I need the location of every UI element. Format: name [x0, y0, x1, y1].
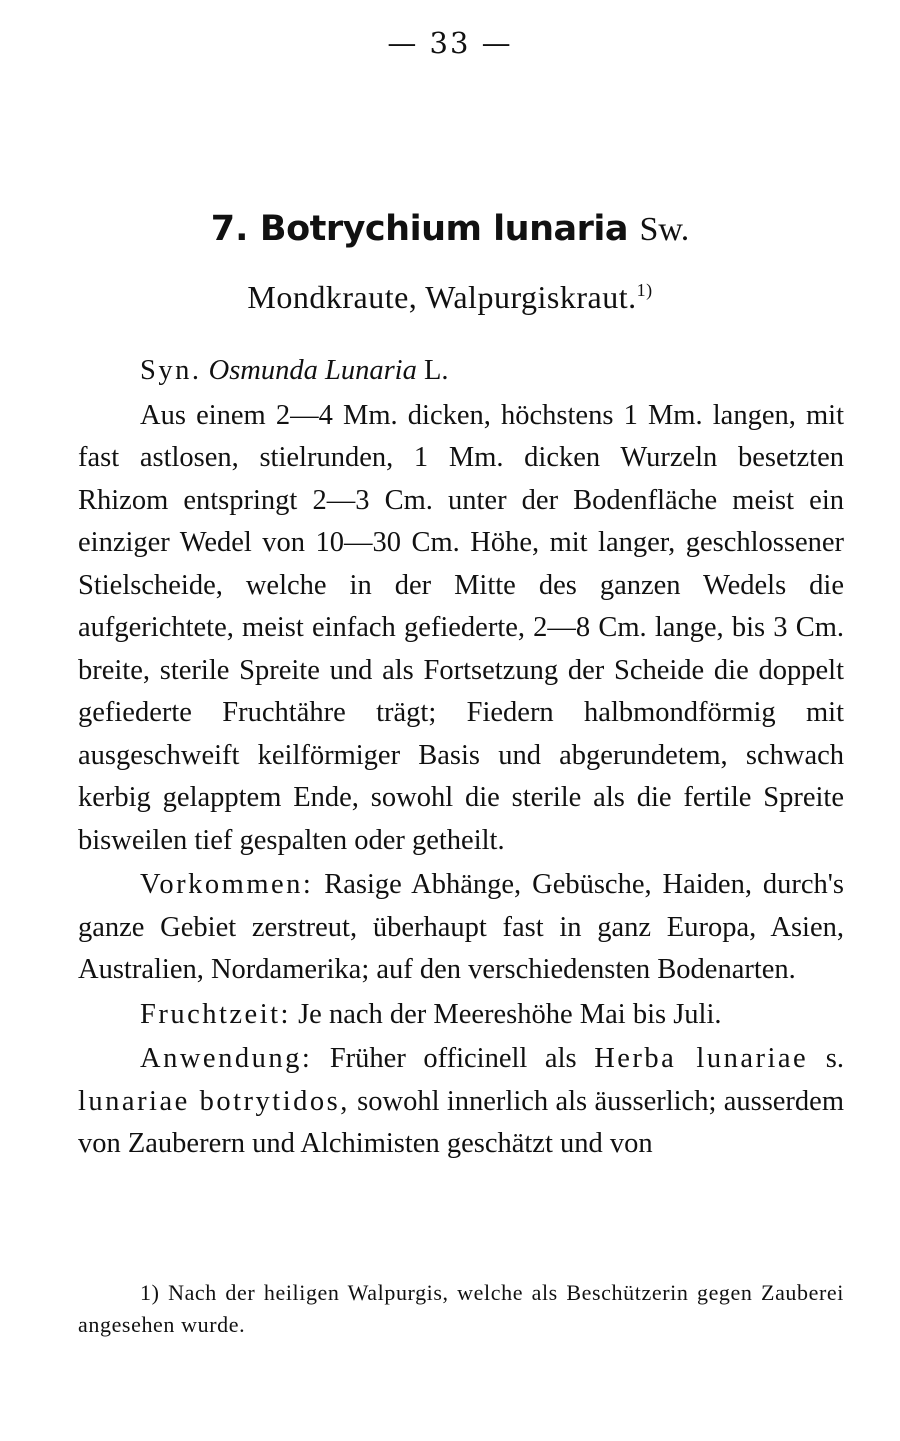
synonym-author: L. — [423, 355, 449, 386]
occurrence-label: Vorkommen: — [140, 869, 314, 900]
occurrence-text: Rasige Abhänge, Gebüsche, Haiden, durch's ganze Gebiet zerstreut, überhaupt fast in ganz Europa, Asien, Australien, Nordamerika; auf den verschiedensten Bodenarten. — [78, 869, 845, 985]
footnote-reference: 1) — [636, 280, 653, 300]
footnote-text: Nach der heiligen Walpurgis, welche als Beschützerin gegen Zauberei angesehen wurde. — [78, 1280, 844, 1337]
species-author: Sw. — [639, 211, 690, 248]
footnote-marker: 1) — [140, 1280, 160, 1305]
fruiting-paragraph — [78, 994, 844, 1037]
footnote-paragraph — [78, 1277, 844, 1341]
usage-drug-name-1: Herba lunariae — [594, 1043, 809, 1074]
page-number: — 33 — — [387, 26, 513, 60]
section-heading — [0, 208, 900, 249]
synonym-label: Syn. — [140, 355, 202, 386]
occurrence-paragraph — [78, 864, 844, 992]
usage-text-after: sowohl innerlich als äusserlich; ausserdem von Zauberern und Alchimisten geschätzt und von — [78, 1085, 844, 1159]
body-text — [78, 350, 844, 1166]
section-number: 7. — [210, 209, 249, 249]
usage-label: Anwendung: — [140, 1043, 313, 1074]
footnote — [78, 1277, 844, 1341]
usage-text-middle: s. — [825, 1043, 844, 1074]
fruiting-label: Fruchtzeit: — [140, 998, 291, 1030]
synonym-name: Osmunda Lunaria — [208, 355, 417, 386]
usage-drug-name-2: lunariae botrytidos, — [78, 1085, 350, 1117]
common-names — [0, 279, 900, 316]
common-names-text: Mondkraute, Walpurgiskraut. — [247, 279, 637, 315]
species-name: Botrychium lunaria — [259, 209, 628, 249]
synonym-paragraph — [78, 350, 844, 393]
fruiting-text: Je nach der Meereshöhe Mai bis Juli. — [298, 998, 722, 1030]
usage-text-before: Früher officinell als — [329, 1043, 577, 1074]
usage-paragraph — [78, 1038, 844, 1166]
description-paragraph: Aus einem 2—4 Mm. dicken, höchstens 1 Mm. langen, mit fast astlosen, stielrunden, 1 Mm. dicken Wurzeln besetzten Rhizom entspringt 2—3 Cm. unter der Bodenfläche meist ein einziger Wedel von 10—30 Cm. Höhe, mit langer, geschlossener Stielscheide, welche in der Mitte des ganzen Wedels die aufgerichtete, meist einfach gefiederte, 2—8 Cm. lange, bis 3 Cm. breite, sterile Spreite und als Fortsetzung der Scheide die doppelt gefiederte Fruchtähre trägt; Fiedern halbmondförmig mit ausgeschweift keilförmiger Basis und abgerundetem, schwach kerbig gelapptem Ende, sowohl die sterile als die fertile Spreite bisweilen tief gespalten oder getheilt. — [78, 399, 844, 856]
